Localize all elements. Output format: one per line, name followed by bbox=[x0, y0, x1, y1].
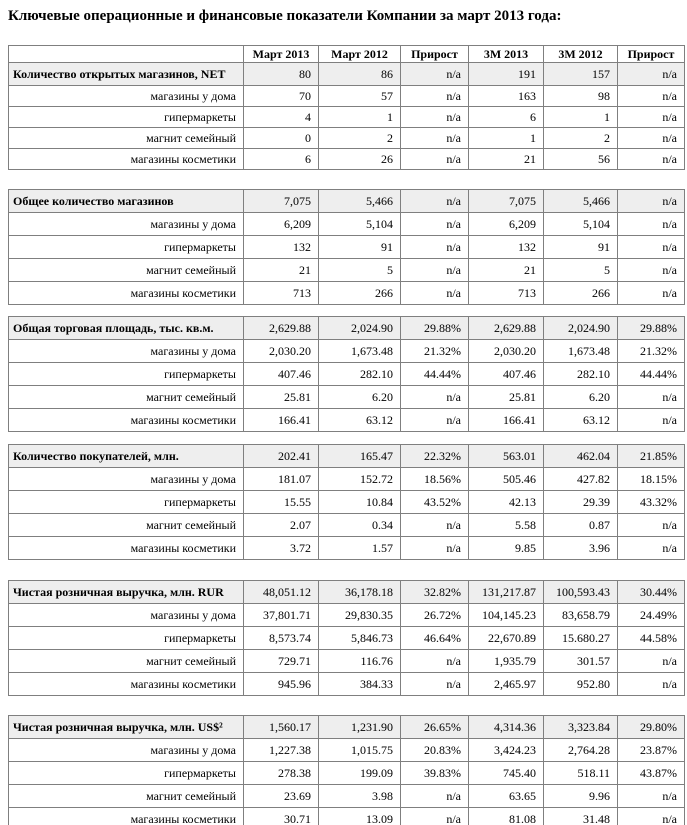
value-cell: n/a bbox=[618, 86, 685, 107]
value-cell: n/a bbox=[618, 236, 685, 259]
value-cell: 2,030.20 bbox=[244, 340, 319, 363]
section-header-row bbox=[9, 581, 685, 604]
table-row bbox=[9, 650, 685, 673]
value-cell: 36,178.18 bbox=[319, 581, 401, 604]
value-cell: 282.10 bbox=[544, 363, 618, 386]
value-cell: 26.65% bbox=[401, 716, 469, 739]
row-label: магазины косметики bbox=[9, 673, 244, 696]
value-cell: 266 bbox=[319, 282, 401, 305]
row-label: магазины у дома bbox=[9, 739, 244, 762]
corner-cell bbox=[9, 46, 244, 63]
section-label: Чистая розничная выручка, млн. RUR bbox=[9, 581, 244, 604]
value-cell: 86 bbox=[319, 63, 401, 86]
value-cell: 166.41 bbox=[244, 409, 319, 432]
table-customers bbox=[8, 444, 685, 560]
column-header: Март 2013 bbox=[244, 46, 319, 63]
row-label: магазины у дома bbox=[9, 340, 244, 363]
value-cell: n/a bbox=[401, 282, 469, 305]
value-cell: 9.85 bbox=[469, 537, 544, 560]
value-cell: 15.680.27 bbox=[544, 627, 618, 650]
value-cell: n/a bbox=[401, 785, 469, 808]
page-title: Ключевые операционные и финансовые показатели Компании за март 2013 года: bbox=[8, 8, 562, 24]
row-label: магазины косметики bbox=[9, 149, 244, 170]
value-cell: 518.11 bbox=[544, 762, 618, 785]
value-cell: 30.44% bbox=[618, 581, 685, 604]
value-cell: 4 bbox=[244, 107, 319, 128]
value-cell: 21.32% bbox=[401, 340, 469, 363]
value-cell: 39.83% bbox=[401, 762, 469, 785]
value-cell: 1,231.90 bbox=[319, 716, 401, 739]
value-cell: 462.04 bbox=[544, 445, 618, 468]
value-cell: 5,466 bbox=[319, 190, 401, 213]
value-cell: 24.49% bbox=[618, 604, 685, 627]
value-cell: 266 bbox=[544, 282, 618, 305]
value-cell: 132 bbox=[244, 236, 319, 259]
value-cell: 199.09 bbox=[319, 762, 401, 785]
value-cell: 13.09 bbox=[319, 808, 401, 825]
value-cell: 3,424.23 bbox=[469, 739, 544, 762]
value-cell: 301.57 bbox=[544, 650, 618, 673]
value-cell: 166.41 bbox=[469, 409, 544, 432]
value-cell: 132 bbox=[469, 236, 544, 259]
row-label: магазины косметики bbox=[9, 282, 244, 305]
value-cell: n/a bbox=[618, 190, 685, 213]
table-row bbox=[9, 808, 685, 825]
value-cell: 26.72% bbox=[401, 604, 469, 627]
row-label: гипермаркеты bbox=[9, 363, 244, 386]
value-cell: n/a bbox=[401, 650, 469, 673]
table-selling-space bbox=[8, 316, 685, 432]
section-header-row bbox=[9, 190, 685, 213]
value-cell: 100,593.43 bbox=[544, 581, 618, 604]
value-cell: 1,560.17 bbox=[244, 716, 319, 739]
value-cell: 18.56% bbox=[401, 468, 469, 491]
value-cell: n/a bbox=[401, 386, 469, 409]
value-cell: 2,024.90 bbox=[319, 317, 401, 340]
value-cell: 7,075 bbox=[469, 190, 544, 213]
value-cell: 131,217.87 bbox=[469, 581, 544, 604]
value-cell: 29,830.35 bbox=[319, 604, 401, 627]
value-cell: 44.44% bbox=[401, 363, 469, 386]
value-cell: 2,629.88 bbox=[244, 317, 319, 340]
table-row bbox=[9, 363, 685, 386]
value-cell: n/a bbox=[401, 409, 469, 432]
table-row bbox=[9, 236, 685, 259]
value-cell: 23.69 bbox=[244, 785, 319, 808]
value-cell: n/a bbox=[401, 808, 469, 825]
value-cell: 713 bbox=[244, 282, 319, 305]
value-cell: 46.64% bbox=[401, 627, 469, 650]
column-header: 3М 2012 bbox=[544, 46, 618, 63]
value-cell: n/a bbox=[401, 63, 469, 86]
row-label: гипермаркеты bbox=[9, 762, 244, 785]
column-header: Прирост bbox=[401, 46, 469, 63]
value-cell: 2,030.20 bbox=[469, 340, 544, 363]
value-cell: 181.07 bbox=[244, 468, 319, 491]
value-cell: n/a bbox=[401, 128, 469, 149]
value-cell: 48,051.12 bbox=[244, 581, 319, 604]
value-cell: 3.72 bbox=[244, 537, 319, 560]
value-cell: 1 bbox=[319, 107, 401, 128]
value-cell: 10.84 bbox=[319, 491, 401, 514]
value-cell: 18.15% bbox=[618, 468, 685, 491]
value-cell: 43.32% bbox=[618, 491, 685, 514]
value-cell: 44.58% bbox=[618, 627, 685, 650]
table-net-retail-revenue-usd bbox=[8, 715, 685, 825]
value-cell: 15.55 bbox=[244, 491, 319, 514]
value-cell: n/a bbox=[618, 386, 685, 409]
table-row bbox=[9, 762, 685, 785]
value-cell: 6.20 bbox=[544, 386, 618, 409]
value-cell: 282.10 bbox=[319, 363, 401, 386]
section-header-row bbox=[9, 63, 685, 86]
table-row bbox=[9, 259, 685, 282]
value-cell: 6,209 bbox=[244, 213, 319, 236]
value-cell: 729.71 bbox=[244, 650, 319, 673]
value-cell: 157 bbox=[544, 63, 618, 86]
value-cell: n/a bbox=[618, 409, 685, 432]
value-cell: 505.46 bbox=[469, 468, 544, 491]
value-cell: 2,764.28 bbox=[544, 739, 618, 762]
value-cell: 7,075 bbox=[244, 190, 319, 213]
value-cell: 2 bbox=[319, 128, 401, 149]
table-row bbox=[9, 213, 685, 236]
table-row bbox=[9, 514, 685, 537]
section-label: Общее количество магазинов bbox=[9, 190, 244, 213]
value-cell: 63.12 bbox=[319, 409, 401, 432]
value-cell: 63.65 bbox=[469, 785, 544, 808]
row-label: магнит семейный bbox=[9, 785, 244, 808]
value-cell: 91 bbox=[544, 236, 618, 259]
value-cell: 42.13 bbox=[469, 491, 544, 514]
value-cell: n/a bbox=[401, 190, 469, 213]
table-row bbox=[9, 107, 685, 128]
value-cell: 8,573.74 bbox=[244, 627, 319, 650]
table-row bbox=[9, 673, 685, 696]
value-cell: 57 bbox=[319, 86, 401, 107]
row-label: магнит семейный bbox=[9, 128, 244, 149]
value-cell: 0.87 bbox=[544, 514, 618, 537]
table-row bbox=[9, 409, 685, 432]
tables-container bbox=[8, 45, 680, 825]
value-cell: n/a bbox=[618, 514, 685, 537]
row-label: магнит семейный bbox=[9, 386, 244, 409]
row-label: магнит семейный bbox=[9, 259, 244, 282]
value-cell: 1,015.75 bbox=[319, 739, 401, 762]
row-label: магнит семейный bbox=[9, 514, 244, 537]
value-cell: 745.40 bbox=[469, 762, 544, 785]
value-cell: 0 bbox=[244, 128, 319, 149]
value-cell: 5,466 bbox=[544, 190, 618, 213]
section-label: Общая торговая площадь, тыс. кв.м. bbox=[9, 317, 244, 340]
value-cell: 165.47 bbox=[319, 445, 401, 468]
value-cell: 2.07 bbox=[244, 514, 319, 537]
value-cell: n/a bbox=[618, 63, 685, 86]
value-cell: 1.57 bbox=[319, 537, 401, 560]
table-row bbox=[9, 86, 685, 107]
value-cell: 2,465.97 bbox=[469, 673, 544, 696]
table-net-retail-revenue-rur bbox=[8, 580, 685, 696]
table-row bbox=[9, 340, 685, 363]
value-cell: n/a bbox=[401, 514, 469, 537]
value-cell: 384.33 bbox=[319, 673, 401, 696]
value-cell: 80 bbox=[244, 63, 319, 86]
table-row bbox=[9, 491, 685, 514]
table-row bbox=[9, 627, 685, 650]
row-label: магазины у дома bbox=[9, 604, 244, 627]
value-cell: 25.81 bbox=[244, 386, 319, 409]
value-cell: 56 bbox=[544, 149, 618, 170]
value-cell: 5.58 bbox=[469, 514, 544, 537]
value-cell: n/a bbox=[618, 149, 685, 170]
value-cell: 1 bbox=[544, 107, 618, 128]
value-cell: n/a bbox=[401, 236, 469, 259]
value-cell: 29.39 bbox=[544, 491, 618, 514]
table-row bbox=[9, 785, 685, 808]
value-cell: 43.52% bbox=[401, 491, 469, 514]
value-cell: 116.76 bbox=[319, 650, 401, 673]
value-cell: 0.34 bbox=[319, 514, 401, 537]
section-label: Чистая розничная выручка, млн. US$² bbox=[9, 716, 244, 739]
row-label: магазины косметики bbox=[9, 409, 244, 432]
value-cell: 6 bbox=[244, 149, 319, 170]
value-cell: 4,314.36 bbox=[469, 716, 544, 739]
table-row bbox=[9, 468, 685, 491]
value-cell: 1,673.48 bbox=[544, 340, 618, 363]
row-label: гипермаркеты bbox=[9, 107, 244, 128]
column-header: 3М 2013 bbox=[469, 46, 544, 63]
value-cell: n/a bbox=[401, 213, 469, 236]
value-cell: 5,104 bbox=[544, 213, 618, 236]
value-cell: 1,227.38 bbox=[244, 739, 319, 762]
row-label: гипермаркеты bbox=[9, 627, 244, 650]
table-row bbox=[9, 604, 685, 627]
value-cell: 1,935.79 bbox=[469, 650, 544, 673]
value-cell: 70 bbox=[244, 86, 319, 107]
value-cell: 202.41 bbox=[244, 445, 319, 468]
value-cell: 43.87% bbox=[618, 762, 685, 785]
section-header-row bbox=[9, 317, 685, 340]
value-cell: n/a bbox=[618, 107, 685, 128]
value-cell: 163 bbox=[469, 86, 544, 107]
row-label: гипермаркеты bbox=[9, 491, 244, 514]
table-row bbox=[9, 386, 685, 409]
value-cell: 21 bbox=[469, 149, 544, 170]
column-header: Март 2012 bbox=[319, 46, 401, 63]
value-cell: 6,209 bbox=[469, 213, 544, 236]
value-cell: n/a bbox=[401, 537, 469, 560]
value-cell: 44.44% bbox=[618, 363, 685, 386]
value-cell: 152.72 bbox=[319, 468, 401, 491]
value-cell: 104,145.23 bbox=[469, 604, 544, 627]
value-cell: n/a bbox=[618, 785, 685, 808]
value-cell: 191 bbox=[469, 63, 544, 86]
value-cell: 5 bbox=[319, 259, 401, 282]
value-cell: n/a bbox=[618, 128, 685, 149]
value-cell: n/a bbox=[401, 673, 469, 696]
value-cell: 21 bbox=[469, 259, 544, 282]
value-cell: 5,104 bbox=[319, 213, 401, 236]
table-row bbox=[9, 537, 685, 560]
value-cell: 278.38 bbox=[244, 762, 319, 785]
value-cell: 713 bbox=[469, 282, 544, 305]
table-row bbox=[9, 282, 685, 305]
column-header: Прирост bbox=[618, 46, 685, 63]
value-cell: 2 bbox=[544, 128, 618, 149]
value-cell: 63.12 bbox=[544, 409, 618, 432]
value-cell: 3.96 bbox=[544, 537, 618, 560]
value-cell: 23.87% bbox=[618, 739, 685, 762]
value-cell: 427.82 bbox=[544, 468, 618, 491]
value-cell: n/a bbox=[618, 213, 685, 236]
value-cell: 5 bbox=[544, 259, 618, 282]
value-cell: 563.01 bbox=[469, 445, 544, 468]
value-cell: 2,024.90 bbox=[544, 317, 618, 340]
row-label: магазины косметики bbox=[9, 537, 244, 560]
value-cell: 37,801.71 bbox=[244, 604, 319, 627]
section-label: Количество покупателей, млн. bbox=[9, 445, 244, 468]
value-cell: 83,658.79 bbox=[544, 604, 618, 627]
value-cell: 22.32% bbox=[401, 445, 469, 468]
value-cell: 3.98 bbox=[319, 785, 401, 808]
value-cell: n/a bbox=[618, 808, 685, 825]
value-cell: 29.80% bbox=[618, 716, 685, 739]
value-cell: 407.46 bbox=[244, 363, 319, 386]
value-cell: n/a bbox=[618, 650, 685, 673]
value-cell: 25.81 bbox=[469, 386, 544, 409]
table-stores-opened-net bbox=[8, 45, 685, 170]
value-cell: 21.85% bbox=[618, 445, 685, 468]
value-cell: 22,670.89 bbox=[469, 627, 544, 650]
value-cell: 21 bbox=[244, 259, 319, 282]
value-cell: 26 bbox=[319, 149, 401, 170]
value-cell: n/a bbox=[618, 673, 685, 696]
row-label: магнит семейный bbox=[9, 650, 244, 673]
table-row bbox=[9, 128, 685, 149]
value-cell: 98 bbox=[544, 86, 618, 107]
value-cell: 952.80 bbox=[544, 673, 618, 696]
value-cell: 20.83% bbox=[401, 739, 469, 762]
value-cell: 2,629.88 bbox=[469, 317, 544, 340]
table-row bbox=[9, 739, 685, 762]
row-label: гипермаркеты bbox=[9, 236, 244, 259]
value-cell: 29.88% bbox=[618, 317, 685, 340]
row-label: магазины косметики bbox=[9, 808, 244, 825]
value-cell: 1,673.48 bbox=[319, 340, 401, 363]
row-label: магазины у дома bbox=[9, 213, 244, 236]
value-cell: 81.08 bbox=[469, 808, 544, 825]
section-header-row bbox=[9, 445, 685, 468]
value-cell: n/a bbox=[618, 259, 685, 282]
value-cell: 29.88% bbox=[401, 317, 469, 340]
value-cell: 32.82% bbox=[401, 581, 469, 604]
value-cell: 1 bbox=[469, 128, 544, 149]
value-cell: 6.20 bbox=[319, 386, 401, 409]
value-cell: 407.46 bbox=[469, 363, 544, 386]
value-cell: 30.71 bbox=[244, 808, 319, 825]
value-cell: n/a bbox=[618, 282, 685, 305]
value-cell: n/a bbox=[401, 86, 469, 107]
value-cell: 21.32% bbox=[618, 340, 685, 363]
value-cell: 3,323.84 bbox=[544, 716, 618, 739]
row-label: магазины у дома bbox=[9, 468, 244, 491]
table-total-stores bbox=[8, 189, 685, 305]
value-cell: n/a bbox=[401, 149, 469, 170]
value-cell: 91 bbox=[319, 236, 401, 259]
value-cell: n/a bbox=[618, 537, 685, 560]
value-cell: 9.96 bbox=[544, 785, 618, 808]
value-cell: 945.96 bbox=[244, 673, 319, 696]
table-row bbox=[9, 149, 685, 170]
value-cell: 31.48 bbox=[544, 808, 618, 825]
section-label: Количество открытых магазинов, NET bbox=[9, 63, 244, 86]
section-header-row bbox=[9, 716, 685, 739]
column-header-row bbox=[9, 46, 685, 63]
row-label: магазины у дома bbox=[9, 86, 244, 107]
value-cell: n/a bbox=[401, 107, 469, 128]
value-cell: 6 bbox=[469, 107, 544, 128]
value-cell: n/a bbox=[401, 259, 469, 282]
value-cell: 5,846.73 bbox=[319, 627, 401, 650]
